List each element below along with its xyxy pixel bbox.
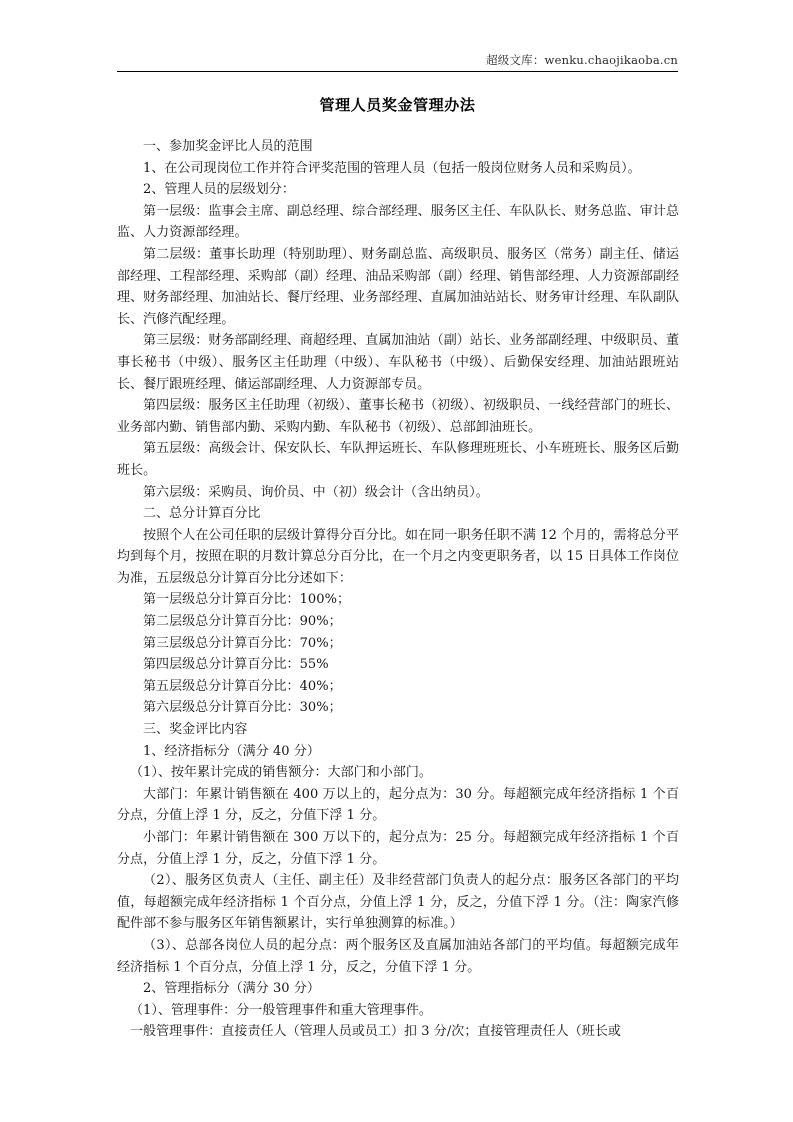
paragraph-management-index-heading: 2、管理指标分（满分 30 分） [143,981,320,997]
paragraph-percentage-intro: 按照个人在公司任职的层级计算得分百分比。如在同一职务任职不满 12 个月的，需将总分平均到每个月，按照在职的月数计算总分百分比，在一个月之内变更职务者，以 15 日具体工作岗位为准，五层级总分计算百分比分述如下： [117,527,679,586]
paragraph-economic-item-3: （3）、总部各岗位人员的起分点：两个服务区及直属加油站各部门的平均值。每超额完成年经济指标 1 个百分点，分值上浮 1 分，反之，分值下浮 1 分。 [117,937,679,975]
paragraph-level-3: 第三层级：财务部副经理、商超经理、直属加油站（副）站长、业务部副经理、中级职员、董事长秘书（中级）、服务区主任助理（中级）、车队秘书（中级）、后勤保安经理、加油站跟班站长、餐厅跟班经理、储运部副经理、人力资源部专员。 [117,333,679,392]
paragraph-section-three-heading: 三、奖金评比内容 [143,722,248,738]
paragraph-level-2: 第二层级：董事长助理（特别助理）、财务副总监、高级职员、服务区（常务）副主任、储运部经理、工程部经理、采购部（副）经理、油品采购部（副）经理、销售部经理、人力资源部副经理、财务部经理、加油站长、餐厅经理、业务部经理、直属加油站站长、财务审计经理、车队副队长、汽修汽配经理。 [117,246,679,327]
page-title: 管理人员奖金管理办法 [319,96,476,114]
paragraph-level-6: 第六层级：采购员、询价员、中（初）级会计（含出纳员）。 [143,484,489,500]
paragraph-percentage-level-2: 第二层级总分计算百分比：90%； [143,614,342,630]
paragraph-item-2: 2、管理人员的层级划分： [143,182,295,198]
paragraph-item-1: 1、在公司现岗位工作并符合评奖范围的管理人员（包括一般岗位财务人员和采购员）。 [143,160,641,176]
paragraph-percentage-level-5: 第五层级总分计算百分比：40%； [143,678,342,694]
paragraph-percentage-level-1: 第一层级总分计算百分比：100%； [143,592,351,608]
paragraph-small-department: 小部门：年累计销售额在 300 万以下的，起分点为：25 分。每超额完成年经济指标 1 个百分点，分值上浮 1 分，反之，分值下浮 1 分。 [117,830,679,867]
paragraph-economic-index-heading: 1、经济指标分（满分 40 分） [143,743,320,759]
paragraph-economic-item-2: （2）、服务区负责人（主任、副主任）及非经营部门负责人的起分点：服务区各部门的平均值，每超额完成年经济指标 1 个百分点，分值上浮 1 分，反之，分值下浮 1 分。（注：陶家汽修配件部不参与服务区年销售额累计，实行单独测算的标准。） [117,873,679,932]
header-watermark-text: 超级文库：wenku.chaojikaoba.cn [486,53,678,67]
paragraph-level-4: 第四层级：服务区主任助理（初级）、董事长秘书（初级）、初级职员、一线经营部门的班长、业务部内勤、销售部内勤、采购内勤、车队秘书（初级）、总部卸油班长。 [117,398,679,435]
paragraph-percentage-level-4: 第四层级总分计算百分比：55% [143,657,329,673]
paragraph-section-two-heading: 二、总分计算百分比 [143,506,261,522]
page-header [117,52,678,72]
paragraph-management-item-1: （1）、管理事件：分一般管理事件和重大管理事件。 [130,1002,432,1018]
paragraph-percentage-level-3: 第三层级总分计算百分比：70%； [143,635,342,651]
paragraph-economic-item-1: （1）、按年累计完成的销售额分：大部门和小部门。 [130,765,432,781]
paragraph-percentage-level-6: 第六层级总分计算百分比：30%； [143,700,342,716]
paragraph-general-management-event: 一般管理事件：直接责任人（管理人员或员工）扣 3 分/次；直接管理责任人（班长或 [130,1024,621,1040]
paragraph-section-one-heading: 一、参加奖金评比人员的范围 [143,139,313,154]
paragraph-level-1: 第一层级：监事会主席、副总经理、综合部经理、服务区主任、车队队长、财务总监、审计总监、人力资源部经理。 [117,203,679,241]
paragraph-large-department: 大部门：年累计销售额在 400 万以上的，起分点为：30 分。每超额完成年经济指标 1 个百分点，分值上浮 1 分，反之，分值下浮 1 分。 [117,786,679,824]
header-divider [117,71,678,72]
paragraph-level-5: 第五层级：高级会计、保安队长、车队押运班长、车队修理班班长、小车班班长、服务区后勤班长。 [117,441,679,478]
document-body [117,136,679,1043]
